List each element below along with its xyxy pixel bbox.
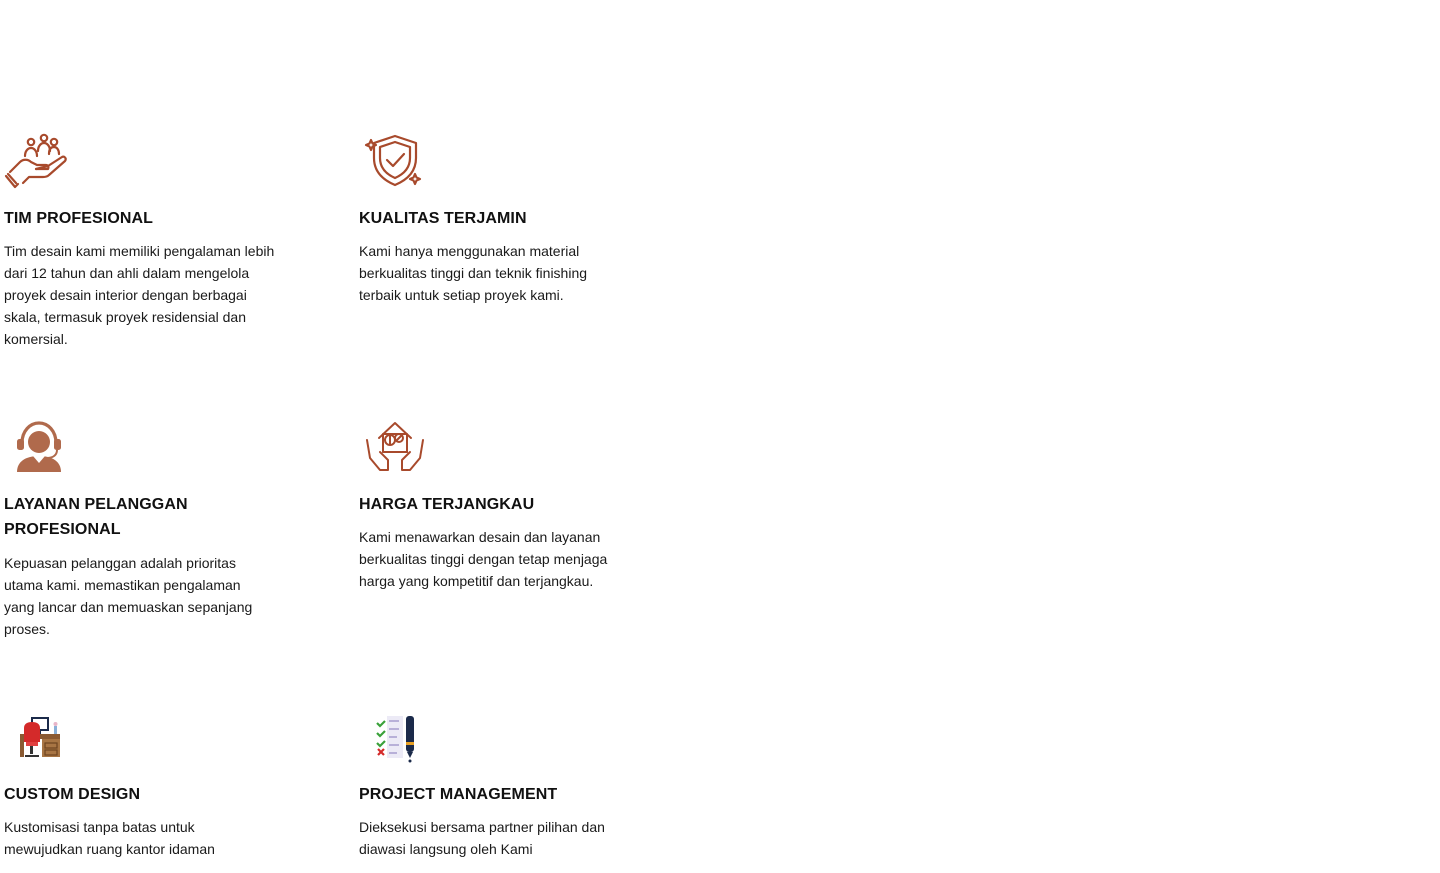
feature-title: HARGA TERJANGKAU: [359, 496, 535, 513]
feature-title: LAYANAN PELANGGAN PROFESIONAL: [4, 496, 188, 538]
affordable-house-hands-icon: [359, 416, 431, 476]
feature-description: Kustomisasi tanpa batas untuk mewujudkan ruang kantor idaman: [4, 819, 215, 857]
feature-title: TIM PROFESIONAL: [4, 210, 154, 227]
office-desk-icon: [4, 706, 76, 766]
customer-service-icon: [4, 416, 76, 476]
feature-description: Kami hanya menggunakan material berkualitas tinggi dan teknik finishing terbaik untuk setiap proyek kami.: [359, 243, 588, 303]
feature-title: CUSTOM DESIGN: [4, 786, 141, 803]
feature-description: Dieksekusi bersama partner pilihan dan diawasi langsung oleh Kami: [359, 819, 605, 857]
feature-description: Tim desain kami memiliki pengalaman lebih dari 12 tahun dan ahli dalam mengelola proyek desain interior dengan berbagai skala, termasuk proyek residensial dan komersial.: [4, 243, 275, 347]
checklist-pen-icon: [359, 706, 431, 766]
team-hand-icon: [4, 130, 76, 190]
feature-description: Kepuasan pelanggan adalah prioritas utama kami. memastikan pengalaman yang lancar dan memuaskan sepanjang proses.: [4, 555, 253, 637]
shield-check-icon: [359, 130, 431, 190]
feature-description: Kami menawarkan desain dan layanan berkualitas tinggi dengan tetap menjaga harga yang kompetitif dan terjangkau.: [359, 529, 608, 589]
feature-title: KUALITAS TERJAMIN: [359, 210, 527, 227]
feature-title: PROJECT MANAGEMENT: [359, 786, 558, 803]
